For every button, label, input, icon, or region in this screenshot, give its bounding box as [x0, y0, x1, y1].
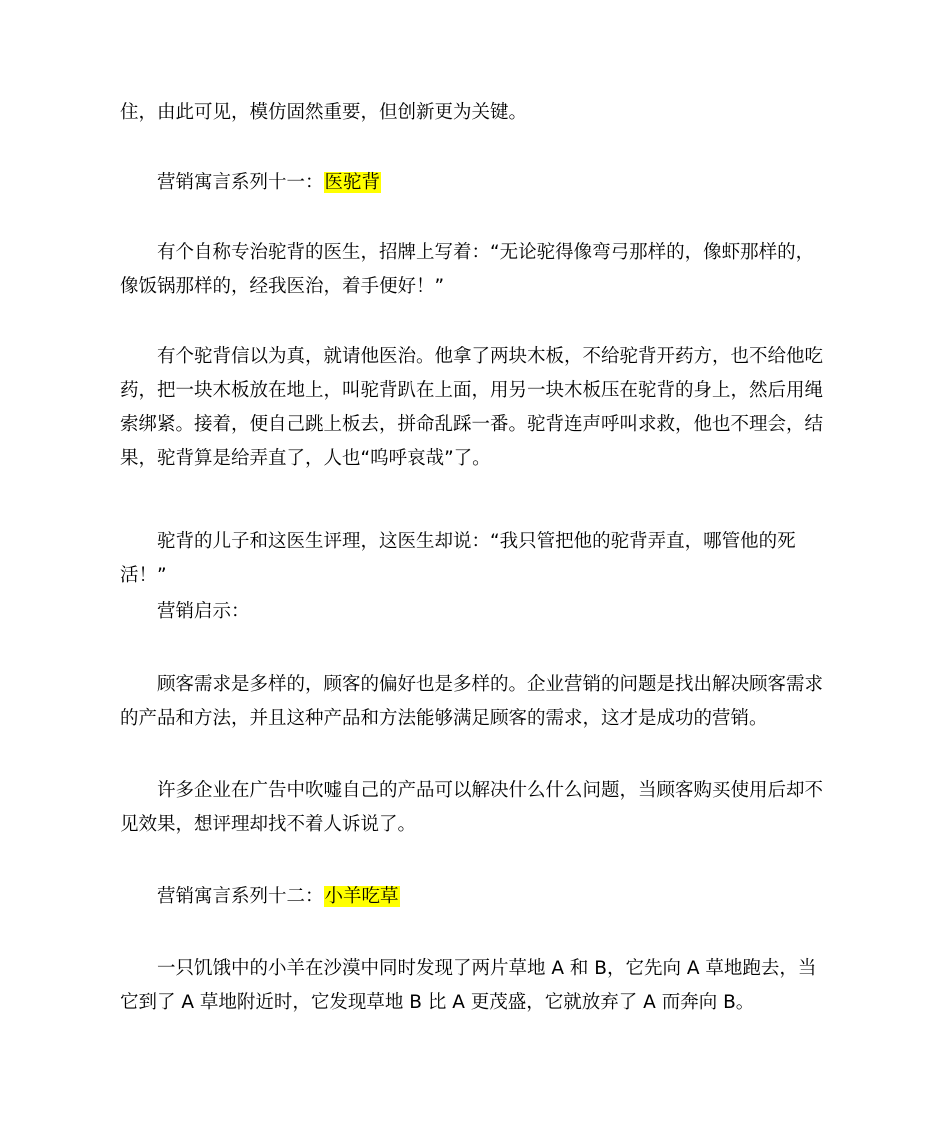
paragraph-lamb-story: 一只饥饿中的小羊在沙漠中同时发现了两片草地 A 和 B，它先向 A 草地跑去，当它到了 A 草地附近时，它发现草地 B 比 A 更茂盛，它就放弃了 A 而奔向 B。 [120, 958, 817, 1013]
section-heading-11-prefix: 营销寓言系列十一： [157, 172, 324, 193]
paragraph-treatment: 有个驼背信以为真，就请他医治。他拿了两块木板，不给驼背开药方，也不给他吃药，把一块木板放在地上，叫驼背趴在上面，用另一块木板压在驼背的身上，然后用绳索绑紧。接着，便自己跳上板去，拼命乱踩一番。驼背连声呼叫求救，他也不理会，结果，驼背算是给弄直了，人也“呜呼哀哉”了。 [120, 346, 824, 469]
section-heading-12-highlight: 小羊吃草 [324, 886, 399, 907]
paragraph-continuation: 住，由此可见，模仿固然重要，但创新更为关键。 [120, 102, 528, 123]
paragraph-signboard: 有个自称专治驼背的医生，招牌上写着：“无论驼得像弯弓那样的，像虾那样的，像饭锅那样的，经我医治，着手便好！” [120, 242, 815, 297]
section-heading-12 [120, 880, 830, 914]
section-heading-11-highlight: 医驼背 [324, 172, 381, 193]
section-heading-11 [120, 166, 830, 200]
section-heading-12-prefix: 营销寓言系列十二： [157, 886, 324, 907]
paragraph-insight-2: 许多企业在广告中吹嘘自己的产品可以解决什么什么问题，当顾客购买使用后却不见效果，想评理却找不着人诉说了。 [120, 780, 824, 835]
paragraph-insight-label: 营销启示： [157, 601, 250, 622]
paragraph-son-argues: 驼背的儿子和这医生评理，这医生却说：“我只管把他的驼背弄直，哪管他的死活！” [120, 531, 796, 586]
paragraph-insight-1: 顾客需求是多样的，顾客的偏好也是多样的。企业营销的问题是找出解决顾客需求的产品和方法，并且这种产品和方法能够满足顾客的需求，这才是成功的营销。 [120, 674, 824, 729]
